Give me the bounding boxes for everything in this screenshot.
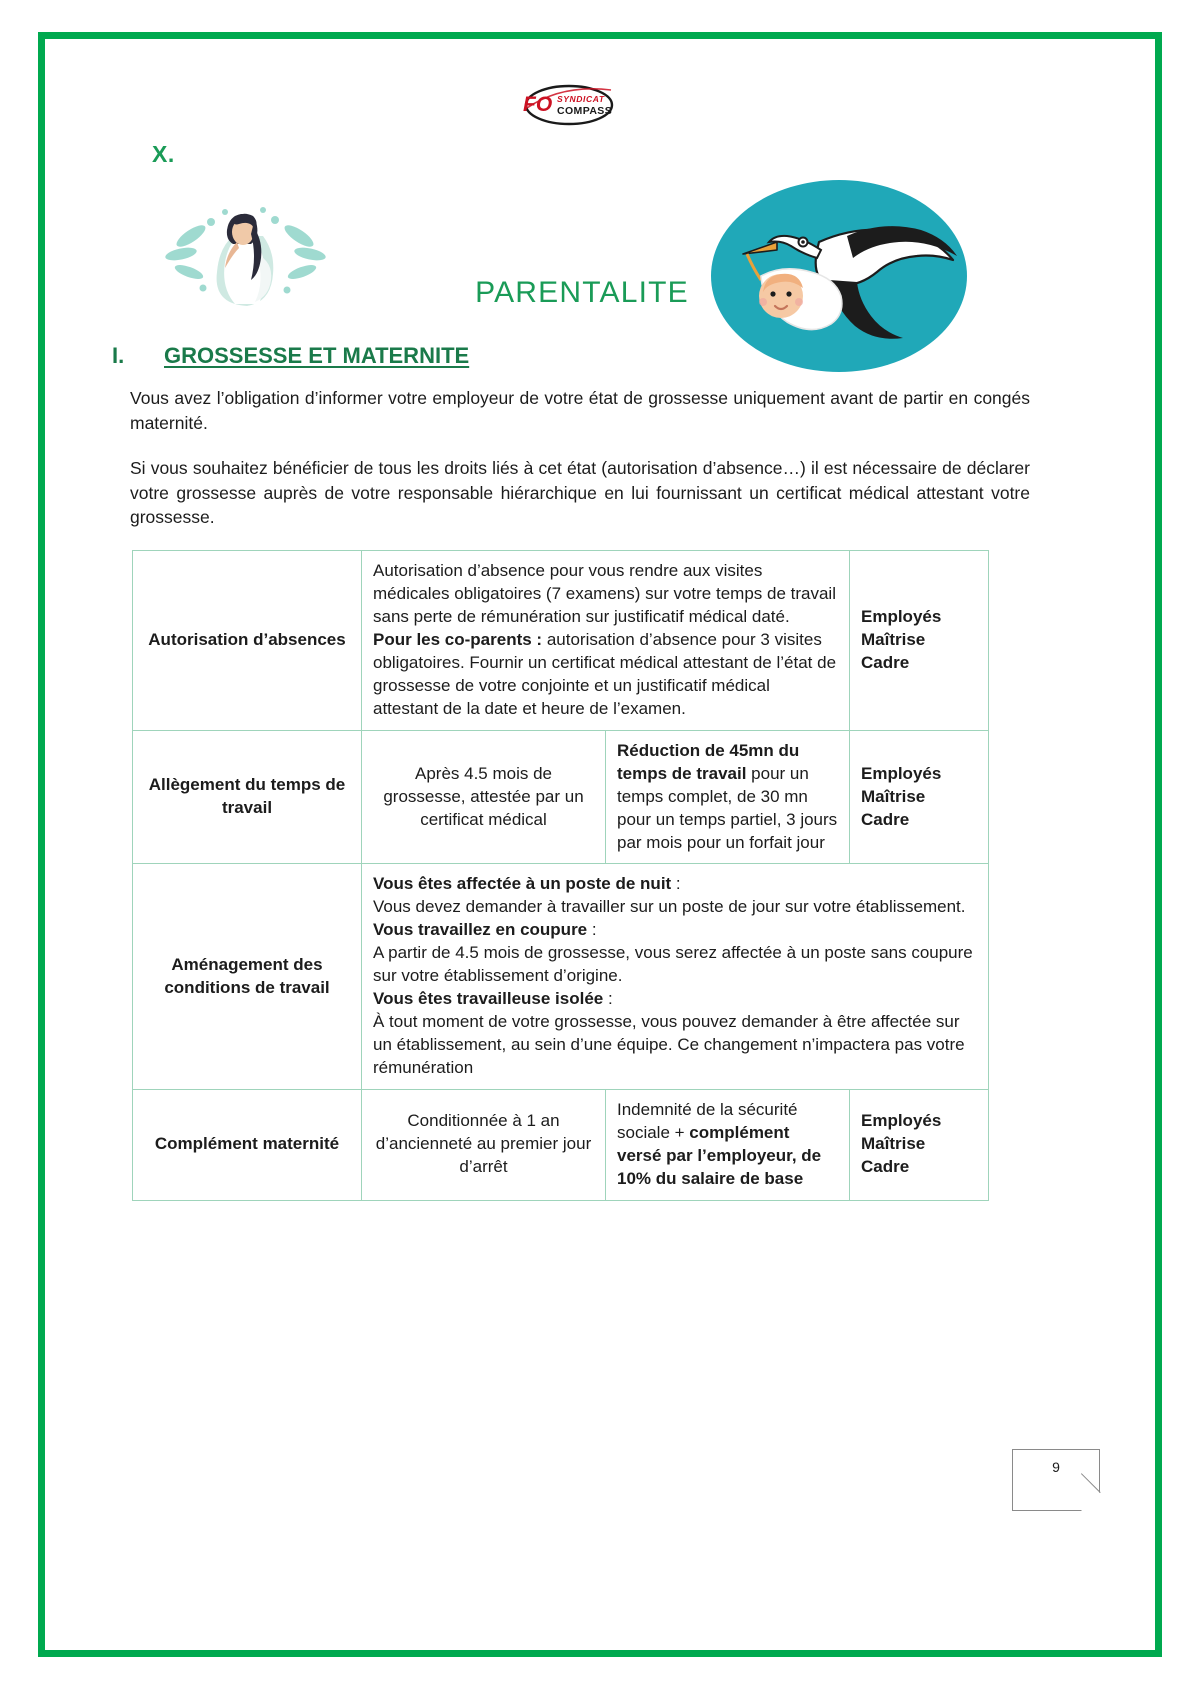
category-cadre: Cadre bbox=[861, 652, 910, 672]
page-content-area bbox=[52, 46, 1148, 1651]
category-employes: Employés bbox=[861, 1111, 942, 1131]
row-categories-allegement bbox=[850, 730, 989, 864]
page-title: PARENTALITE bbox=[475, 276, 689, 309]
pregnant-woman-illustration bbox=[147, 196, 347, 314]
reduction-bold-label: Réduction de 45mn du temps de travail bbox=[617, 740, 800, 783]
table-row bbox=[133, 1089, 989, 1200]
co-parents-bold-label: Pour les co-parents : bbox=[373, 630, 543, 650]
isolee-bold-label: Vous êtes travailleuse isolée bbox=[373, 989, 604, 1009]
pregnant-woman-icon bbox=[147, 196, 347, 314]
logo-icon bbox=[507, 78, 627, 130]
row-categories-autorisation bbox=[850, 551, 989, 731]
svg-text:FO: FO bbox=[523, 93, 553, 116]
row-label-autorisation: Autorisation d’absences bbox=[133, 551, 362, 731]
complement-bold-text: complément versé par l’employeur, de 10% du salaire de base bbox=[617, 1122, 822, 1188]
svg-text:COMPASS: COMPASS bbox=[557, 105, 613, 117]
category-cadre: Cadre bbox=[861, 809, 910, 829]
row-condition-allegement: Après 4.5 mois de grossesse, attestée par un certificat médical bbox=[362, 730, 606, 864]
reduction-rest-text: pour un temps complet, de 30 mn pour un temps partiel, 3 jours par mois pour un forfait jour bbox=[617, 763, 838, 852]
section-heading bbox=[112, 343, 812, 369]
page-number: 9 bbox=[1052, 1459, 1060, 1475]
category-employes: Employés bbox=[861, 607, 942, 627]
isolee-text: À tout moment de votre grossesse, vous pouvez demander à être affectée sur un établissement, au sein d’une équipe. Ce changement n’impactera pas votre rémunération bbox=[373, 1012, 965, 1077]
svg-text:SYNDICAT: SYNDICAT bbox=[557, 94, 605, 104]
intro-paragraph-2: Si vous souhaitez bénéficier de tous les droits liés à cet état (autorisation d’absence…) il est nécessaire de déclarer votre grossesse auprès de votre responsable hiérarchique en lui fournissant un certificat médical attestant votre grossesse. bbox=[130, 457, 1030, 528]
table-row bbox=[133, 730, 989, 864]
row-content-complement bbox=[606, 1089, 850, 1200]
fo-syndicat-compass-logo bbox=[507, 78, 627, 130]
category-cadre: Cadre bbox=[861, 1157, 910, 1177]
intro-paragraph-1: Vous avez l’obligation d’informer votre employeur de votre état de grossesse uniquement avant de partir en congés maternité. bbox=[130, 388, 1030, 433]
chapter-number: X. bbox=[152, 141, 175, 167]
main-content bbox=[130, 386, 1030, 1201]
category-employes: Employés bbox=[861, 763, 942, 783]
coupure-sep: : bbox=[587, 920, 597, 940]
co-parents-rest-text: autorisation d’absence pour 3 visites obligatoires. Fournir un certificat médical attestant de l’état de grossesse de votre conjointe et un justificatif médical attestant de la date et heure de l’examen. bbox=[373, 630, 837, 718]
indemnite-intro-text: Indemnité de la sécurité sociale + bbox=[617, 1099, 798, 1142]
coupure-bold-label: Vous travaillez en coupure bbox=[373, 920, 588, 940]
row-label-amenagement: Aménagement des conditions de travail bbox=[133, 864, 362, 1089]
maternity-rights-table bbox=[132, 550, 989, 1200]
autorisation-intro-text: Autorisation d’absence pour vous rendre aux visites médicales obligatoires (7 examens) sur votre temps de travail sans perte de rémunération sur justificatif médical daté. bbox=[373, 561, 836, 627]
table-row bbox=[133, 864, 989, 1089]
category-maitrise: Maîtrise bbox=[861, 1134, 926, 1154]
poste-nuit-bold-label: Vous êtes affectée à un poste de nuit bbox=[373, 874, 672, 894]
section-title: GROSSESSE ET MATERNITE bbox=[164, 343, 470, 368]
isolee-sep: : bbox=[603, 989, 613, 1009]
category-maitrise: Maîtrise bbox=[861, 630, 926, 650]
row-content-amenagement bbox=[362, 864, 989, 1089]
row-condition-complement: Conditionnée à 1 an d’ancienneté au premier jour d’arrêt bbox=[362, 1089, 606, 1200]
row-label-allegement: Allègement du temps de travail bbox=[133, 730, 362, 864]
section-number: I. bbox=[112, 343, 125, 368]
poste-nuit-sep: : bbox=[671, 874, 681, 894]
row-categories-complement bbox=[850, 1089, 989, 1200]
coupure-text: A partir de 4.5 mois de grossesse, vous serez affectée à un poste sans coupure sur votre établissement d’origine. bbox=[373, 943, 973, 986]
category-maitrise: Maîtrise bbox=[861, 786, 926, 806]
row-label-complement: Complément maternité bbox=[133, 1089, 362, 1200]
page-corner-fold-line bbox=[1081, 1473, 1101, 1493]
page-corner-fold-icon bbox=[1081, 1492, 1100, 1511]
page-number-box bbox=[1012, 1449, 1100, 1511]
poste-nuit-text: Vous devez demander à travailler sur un poste de jour sur votre établissement. bbox=[373, 897, 966, 917]
row-content-allegement bbox=[606, 730, 850, 864]
table-row bbox=[133, 551, 989, 731]
row-content-autorisation bbox=[362, 551, 850, 731]
